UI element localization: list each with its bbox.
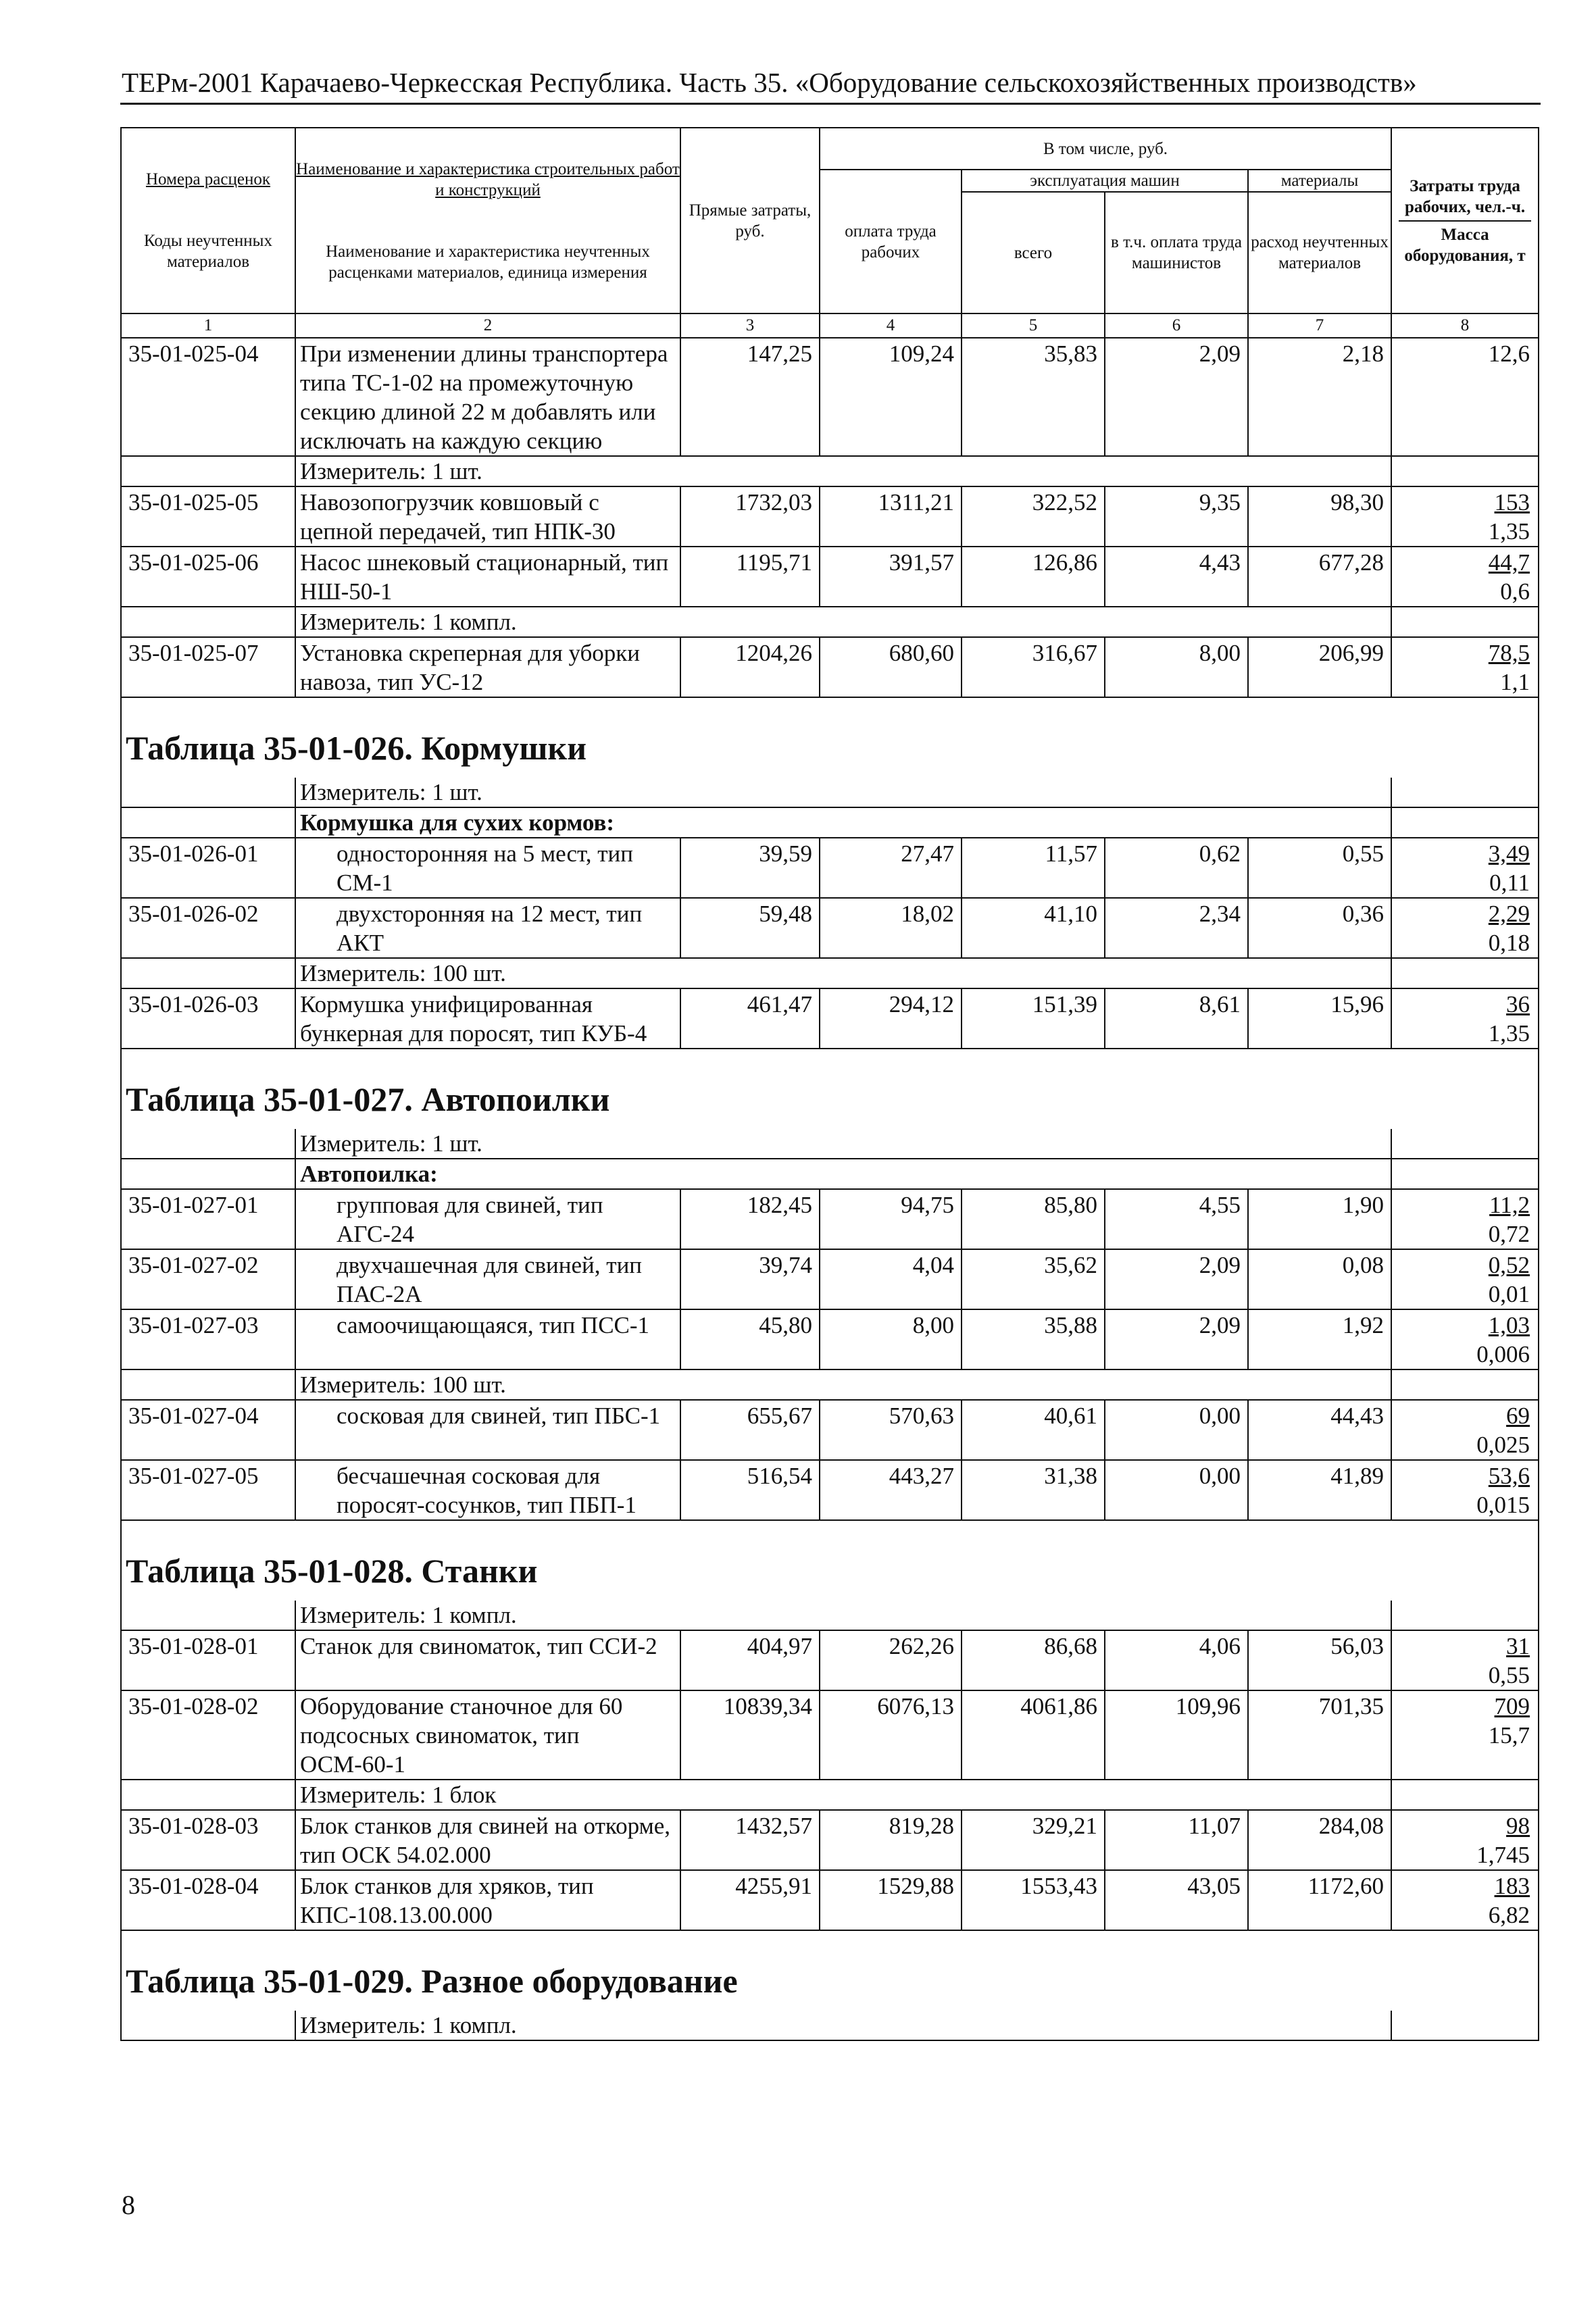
labor-pay: 1529,88	[820, 1870, 962, 1930]
labor-pay: 27,47	[820, 838, 962, 898]
equipment-mass: 1,35	[1488, 1020, 1530, 1047]
rate-code: 35-01-027-02	[121, 1249, 295, 1309]
operators-pay: 2,09	[1105, 1309, 1248, 1369]
table-title: Таблица 35-01-029. Разное оборудование	[121, 1930, 1539, 2011]
table-029-title	[121, 1930, 1539, 2011]
measure-code-cell	[121, 1601, 295, 1630]
rate-code: 35-01-028-03	[121, 1810, 295, 1870]
direct-costs: 461,47	[680, 988, 820, 1049]
rate-name: самоочищающаяся, тип ПСС-1	[295, 1309, 680, 1369]
labor-mass-cell	[1391, 1630, 1539, 1690]
labor-hours: 3,49	[1488, 840, 1530, 867]
rate-name: Навозопогрузчик ковшовый с цепной передачей, тип НПК-30	[295, 486, 680, 547]
header-direct-costs: Прямые затраты, руб.	[680, 128, 820, 313]
equipment-mass: 1,35	[1488, 518, 1530, 545]
operators-pay: 43,05	[1105, 1870, 1248, 1930]
labor-mass-cell	[1391, 898, 1539, 958]
labor-pay: 819,28	[820, 1810, 962, 1870]
table-row	[121, 1309, 1539, 1369]
group-row	[121, 807, 1539, 838]
labor-hours: 183	[1494, 1873, 1530, 1899]
header-labor-mass	[1391, 128, 1539, 313]
labor-mass-cell	[1391, 838, 1539, 898]
machines-total: 41,10	[962, 898, 1105, 958]
header-material-codes: Коды неучтенных материалов	[144, 232, 272, 271]
table-027-title	[121, 1049, 1539, 1129]
rate-code: 35-01-025-07	[121, 637, 295, 697]
table-row	[121, 988, 1539, 1049]
operators-pay: 0,62	[1105, 838, 1248, 898]
table-026-title	[121, 697, 1539, 778]
materials-cost: 56,03	[1248, 1630, 1391, 1690]
rate-name: При изменении длины транспортера типа ТС-1-02 на промежуточную секцию длиной 22 м добавлять или исключать на каждую секцию	[295, 338, 680, 456]
rate-name: Станок для свиноматок, тип ССИ-2	[295, 1630, 680, 1690]
measure-end-cell	[1391, 1129, 1539, 1159]
rate-code: 35-01-027-04	[121, 1400, 295, 1460]
labor-hours: 53,6	[1488, 1463, 1530, 1489]
machines-total: 35,83	[962, 338, 1105, 456]
measure-label: Измеритель: 1 шт.	[295, 1129, 1391, 1159]
operators-pay: 2,34	[1105, 898, 1248, 958]
group-name: Кормушка для сухих кормов:	[295, 807, 1391, 838]
materials-cost: 98,30	[1248, 486, 1391, 547]
group-code-cell	[121, 1159, 295, 1189]
equipment-mass: 0,72	[1488, 1221, 1530, 1247]
header-rate-numbers: Номера расценок	[145, 170, 271, 188]
measure-code-cell	[121, 2011, 295, 2040]
direct-costs: 404,97	[680, 1630, 820, 1690]
table-row	[121, 1870, 1539, 1930]
labor-pay: 443,27	[820, 1460, 962, 1520]
materials-cost: 1,92	[1248, 1309, 1391, 1369]
column-number: 6	[1105, 313, 1248, 338]
materials-cost: 2,18	[1248, 338, 1391, 456]
direct-costs: 45,80	[680, 1309, 820, 1369]
labor-mass-cell	[1391, 1460, 1539, 1520]
measure-row	[121, 607, 1539, 637]
group-end-cell	[1391, 1159, 1539, 1189]
labor-mass-cell	[1391, 1870, 1539, 1930]
page-number: 8	[122, 2190, 135, 2220]
rate-code: 35-01-026-01	[121, 838, 295, 898]
table-row	[121, 486, 1539, 547]
header-machines: эксплуатация машин	[962, 170, 1248, 192]
table-row	[121, 1189, 1539, 1249]
direct-costs: 182,45	[680, 1189, 820, 1249]
operators-pay: 0,00	[1105, 1460, 1248, 1520]
rate-name: бесчашечная сосковая для поросят-сосунков, тип ПБП-1	[295, 1460, 680, 1520]
column-number: 5	[962, 313, 1105, 338]
group-name: Автопоилка:	[295, 1159, 1391, 1189]
operators-pay: 2,09	[1105, 1249, 1248, 1309]
direct-costs: 1195,71	[680, 547, 820, 607]
labor-pay: 6076,13	[820, 1690, 962, 1780]
measure-code-cell	[121, 1780, 295, 1810]
machines-total: 329,21	[962, 1810, 1105, 1870]
measure-row	[121, 1780, 1539, 1810]
table-body	[121, 338, 1539, 2040]
table-row	[121, 1460, 1539, 1520]
machines-total: 126,86	[962, 547, 1105, 607]
materials-cost: 15,96	[1248, 988, 1391, 1049]
equipment-mass: 0,55	[1488, 1662, 1530, 1688]
machines-total: 316,67	[962, 637, 1105, 697]
labor-mass-cell	[1391, 1249, 1539, 1309]
table-row	[121, 1249, 1539, 1309]
machines-total: 151,39	[962, 988, 1105, 1049]
labor-pay: 18,02	[820, 898, 962, 958]
operators-pay: 2,09	[1105, 338, 1248, 456]
direct-costs: 39,74	[680, 1249, 820, 1309]
labor-pay: 1311,21	[820, 486, 962, 547]
materials-cost: 1172,60	[1248, 1870, 1391, 1930]
equipment-mass: 15,7	[1488, 1722, 1530, 1749]
direct-costs: 4255,91	[680, 1870, 820, 1930]
labor-hours: 1,03	[1488, 1312, 1530, 1338]
rate-code: 35-01-025-05	[121, 486, 295, 547]
header-in-total: В том числе, руб.	[820, 128, 1391, 170]
table-row	[121, 547, 1539, 607]
direct-costs: 516,54	[680, 1460, 820, 1520]
table-028-title	[121, 1520, 1539, 1601]
labor-mass-cell	[1391, 338, 1539, 456]
header-names	[295, 128, 680, 313]
operators-pay: 9,35	[1105, 486, 1248, 547]
table-row	[121, 898, 1539, 958]
equipment-mass: 0,18	[1488, 930, 1530, 956]
table-row	[121, 838, 1539, 898]
materials-cost: 41,89	[1248, 1460, 1391, 1520]
group-end-cell	[1391, 807, 1539, 838]
rate-code: 35-01-025-06	[121, 547, 295, 607]
rate-name: Кормушка унифицированная бункерная для поросят, тип КУБ-4	[295, 988, 680, 1049]
table-title: Таблица 35-01-028. Станки	[121, 1520, 1539, 1601]
table-row	[121, 1810, 1539, 1870]
measure-end-cell	[1391, 2011, 1539, 2040]
rate-name: Установка скреперная для уборки навоза, тип УС-12	[295, 637, 680, 697]
rate-name: Оборудование станочное для 60 подсосных свиноматок, тип ОСМ-60-1	[295, 1690, 680, 1780]
labor-hours: 31	[1506, 1633, 1530, 1659]
header-labor-pay: оплата труда рабочих	[820, 170, 962, 313]
labor-mass-cell	[1391, 637, 1539, 697]
labor-pay: 680,60	[820, 637, 962, 697]
equipment-mass: 0,006	[1476, 1341, 1530, 1367]
measure-label: Измеритель: 1 компл.	[295, 1601, 1391, 1630]
labor-pay: 4,04	[820, 1249, 962, 1309]
labor-pay: 391,57	[820, 547, 962, 607]
labor-hours: 12,6	[1488, 341, 1530, 367]
rate-code: 35-01-028-02	[121, 1690, 295, 1780]
labor-pay: 262,26	[820, 1630, 962, 1690]
measure-row	[121, 456, 1539, 486]
rate-name: двухсторонняя на 12 мест, тип АКТ	[295, 898, 680, 958]
labor-mass-cell	[1391, 1309, 1539, 1369]
header-codes	[121, 128, 295, 313]
equipment-mass: 0,11	[1489, 870, 1530, 896]
measure-label: Измеритель: 100 шт.	[295, 958, 1391, 988]
operators-pay: 4,06	[1105, 1630, 1248, 1690]
equipment-mass: 1,1	[1500, 669, 1530, 695]
header-operators-pay: в т.ч. оплата труда машинистов	[1105, 192, 1248, 313]
table-row	[121, 1630, 1539, 1690]
materials-cost: 0,36	[1248, 898, 1391, 958]
column-number: 1	[121, 313, 295, 338]
measure-label: Измеритель: 1 блок	[295, 1780, 1391, 1810]
materials-cost: 284,08	[1248, 1810, 1391, 1870]
rate-code: 35-01-026-03	[121, 988, 295, 1049]
labor-mass-cell	[1391, 547, 1539, 607]
labor-hours: 153	[1494, 489, 1530, 515]
rate-code: 35-01-025-04	[121, 338, 295, 456]
measure-row	[121, 1369, 1539, 1400]
table-row	[121, 338, 1539, 456]
labor-mass-cell	[1391, 988, 1539, 1049]
title-rule	[120, 103, 1541, 105]
labor-mass-cell	[1391, 1690, 1539, 1780]
rate-name: Насос шнековый стационарный, тип НШ-50-1	[295, 547, 680, 607]
labor-pay: 294,12	[820, 988, 962, 1049]
labor-hours: 44,7	[1488, 549, 1530, 576]
measure-row	[121, 958, 1539, 988]
labor-hours: 69	[1506, 1403, 1530, 1429]
machines-total: 35,62	[962, 1249, 1105, 1309]
rate-name: односторонняя на 5 мест, тип СМ-1	[295, 838, 680, 898]
labor-hours: 98	[1506, 1813, 1530, 1839]
measure-row	[121, 2011, 1539, 2040]
table-title: Таблица 35-01-026. Кормушки	[121, 697, 1539, 778]
labor-mass-cell	[1391, 1810, 1539, 1870]
operators-pay: 4,55	[1105, 1189, 1248, 1249]
operators-pay: 8,61	[1105, 988, 1248, 1049]
column-number: 3	[680, 313, 820, 338]
measure-code-cell	[121, 607, 295, 637]
measure-row	[121, 1129, 1539, 1159]
measure-end-cell	[1391, 456, 1539, 486]
measure-code-cell	[121, 1369, 295, 1400]
measure-code-cell	[121, 958, 295, 988]
labor-hours: 0,52	[1488, 1252, 1530, 1278]
machines-total: 35,88	[962, 1309, 1105, 1369]
equipment-mass: 0,01	[1488, 1281, 1530, 1307]
measure-label: Измеритель: 1 шт.	[295, 778, 1391, 807]
direct-costs: 59,48	[680, 898, 820, 958]
table-row	[121, 637, 1539, 697]
rate-code: 35-01-028-01	[121, 1630, 295, 1690]
labor-pay: 94,75	[820, 1189, 962, 1249]
measure-label: Измеритель: 1 шт.	[295, 456, 1391, 486]
direct-costs: 39,59	[680, 838, 820, 898]
machines-total: 1553,43	[962, 1870, 1105, 1930]
equipment-mass: 0,015	[1476, 1492, 1530, 1518]
measure-row	[121, 1601, 1539, 1630]
equipment-mass: 0,6	[1500, 578, 1530, 605]
group-code-cell	[121, 807, 295, 838]
price-table	[120, 127, 1539, 2041]
column-number: 4	[820, 313, 962, 338]
direct-costs: 655,67	[680, 1400, 820, 1460]
column-number: 2	[295, 313, 680, 338]
materials-cost: 1,90	[1248, 1189, 1391, 1249]
rate-name: групповая для свиней, тип АГС-24	[295, 1189, 680, 1249]
materials-cost: 0,55	[1248, 838, 1391, 898]
operators-pay: 4,43	[1105, 547, 1248, 607]
rate-code: 35-01-027-01	[121, 1189, 295, 1249]
group-row	[121, 1159, 1539, 1189]
header-work-name: Наименование и характеристика строительных работ и конструкций	[296, 159, 680, 199]
header-unaccounted-materials: расход неучтенных материалов	[1248, 192, 1391, 313]
direct-costs: 147,25	[680, 338, 820, 456]
measure-end-cell	[1391, 1601, 1539, 1630]
rate-name: Блок станков для хряков, тип КПС-108.13.00.000	[295, 1870, 680, 1930]
labor-hours: 36	[1506, 991, 1530, 1017]
materials-cost: 701,35	[1248, 1690, 1391, 1780]
measure-end-cell	[1391, 958, 1539, 988]
header-machines-total: всего	[962, 192, 1105, 313]
direct-costs: 1432,57	[680, 1810, 820, 1870]
measure-label: Измеритель: 1 компл.	[295, 607, 1391, 637]
table-row	[121, 1690, 1539, 1780]
header-material-name: Наименование и характеристика неучтенных расценками материалов, единица измерения	[326, 242, 650, 282]
machines-total: 40,61	[962, 1400, 1105, 1460]
labor-hours: 11,2	[1489, 1192, 1530, 1218]
labor-pay: 109,24	[820, 338, 962, 456]
machines-total: 85,80	[962, 1189, 1105, 1249]
rate-code: 35-01-028-04	[121, 1870, 295, 1930]
materials-cost: 206,99	[1248, 637, 1391, 697]
machines-total: 31,38	[962, 1460, 1105, 1520]
rate-name: Блок станков для свиней на откорме, тип ОСК 54.02.000	[295, 1810, 680, 1870]
operators-pay: 8,00	[1105, 637, 1248, 697]
header-labor-hours: Затраты труда рабочих, чел.-ч.	[1405, 176, 1526, 216]
labor-hours: 709	[1494, 1693, 1530, 1719]
machines-total: 4061,86	[962, 1690, 1105, 1780]
machines-total: 11,57	[962, 838, 1105, 898]
rate-name: двухчашечная для свиней, тип ПАС-2А	[295, 1249, 680, 1309]
labor-hours: 2,29	[1488, 901, 1530, 927]
measure-label: Измеритель: 100 шт.	[295, 1369, 1391, 1400]
labor-mass-cell	[1391, 1400, 1539, 1460]
rate-code: 35-01-027-05	[121, 1460, 295, 1520]
direct-costs: 10839,34	[680, 1690, 820, 1780]
labor-mass-cell	[1391, 486, 1539, 547]
equipment-mass: 6,82	[1488, 1902, 1530, 1928]
rate-name: сосковая для свиней, тип ПБС-1	[295, 1400, 680, 1460]
operators-pay: 109,96	[1105, 1690, 1248, 1780]
measure-label: Измеритель: 1 компл.	[295, 2011, 1391, 2040]
equipment-mass: 1,745	[1476, 1842, 1530, 1868]
header-materials: материалы	[1248, 170, 1391, 192]
materials-cost: 0,08	[1248, 1249, 1391, 1309]
measure-code-cell	[121, 456, 295, 486]
operators-pay: 11,07	[1105, 1810, 1248, 1870]
measure-row	[121, 778, 1539, 807]
materials-cost: 44,43	[1248, 1400, 1391, 1460]
materials-cost: 677,28	[1248, 547, 1391, 607]
equipment-mass: 0,025	[1476, 1432, 1530, 1458]
column-number: 8	[1391, 313, 1539, 338]
measure-end-cell	[1391, 1780, 1539, 1810]
operators-pay: 0,00	[1105, 1400, 1248, 1460]
column-number: 7	[1248, 313, 1391, 338]
measure-end-cell	[1391, 607, 1539, 637]
rate-code: 35-01-026-02	[121, 898, 295, 958]
column-numbers-row	[121, 313, 1539, 338]
rate-code: 35-01-027-03	[121, 1309, 295, 1369]
table-header	[121, 128, 1539, 338]
measure-code-cell	[121, 778, 295, 807]
document-title: ТЕРм-2001 Карачаево-Черкесская Республика. Часть 35. «Оборудование сельскохозяйственных производств»	[122, 67, 1417, 98]
measure-end-cell	[1391, 778, 1539, 807]
measure-end-cell	[1391, 1369, 1539, 1400]
machines-total: 86,68	[962, 1630, 1105, 1690]
labor-hours: 78,5	[1488, 640, 1530, 666]
header-equipment-mass: Масса оборудования, т	[1404, 225, 1526, 265]
labor-mass-cell	[1391, 1189, 1539, 1249]
table-title: Таблица 35-01-027. Автопоилки	[121, 1049, 1539, 1129]
measure-code-cell	[121, 1129, 295, 1159]
table-row	[121, 1400, 1539, 1460]
direct-costs: 1732,03	[680, 486, 820, 547]
labor-pay: 8,00	[820, 1309, 962, 1369]
labor-pay: 570,63	[820, 1400, 962, 1460]
machines-total: 322,52	[962, 486, 1105, 547]
direct-costs: 1204,26	[680, 637, 820, 697]
